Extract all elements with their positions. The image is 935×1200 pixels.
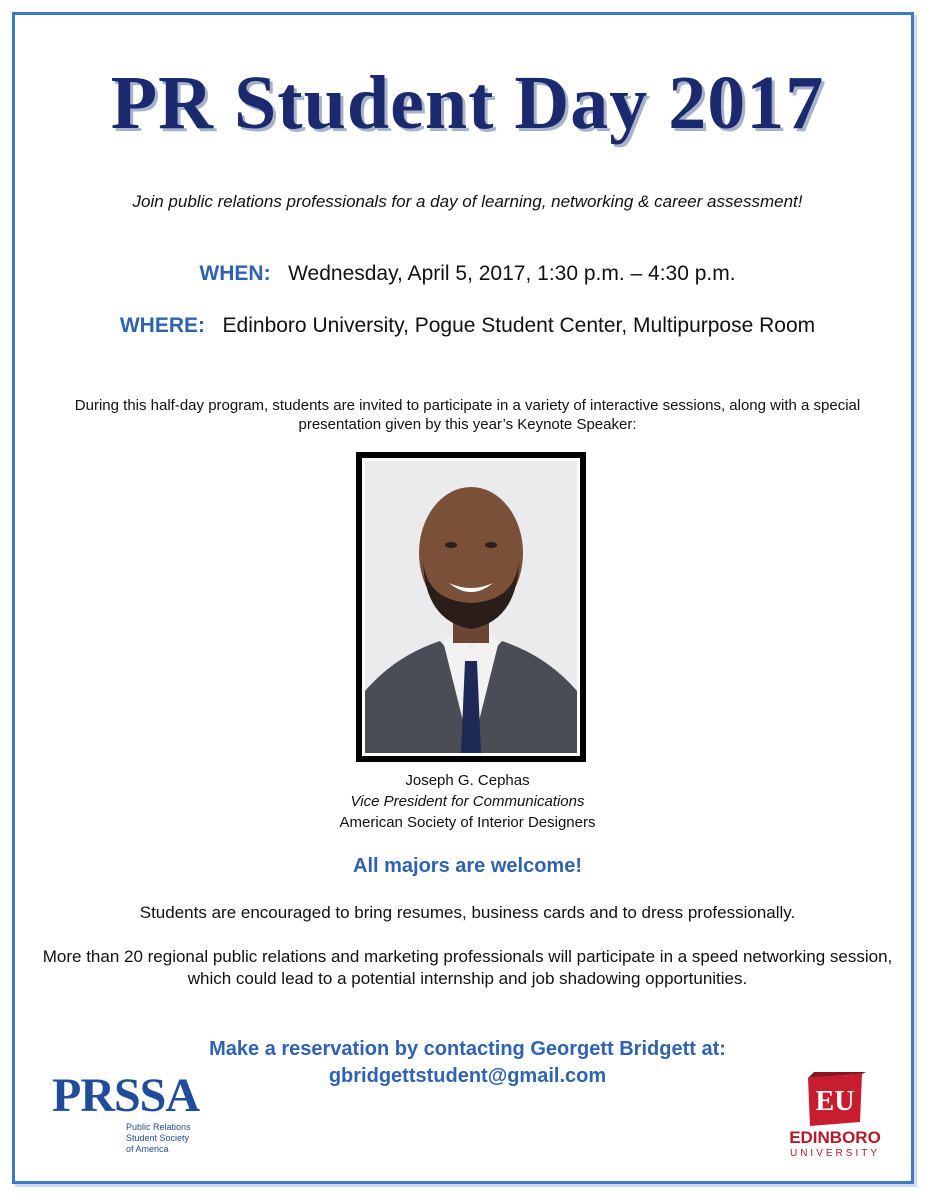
prssa-sub-line: Student Society	[126, 1133, 190, 1143]
speaker-photo-frame	[356, 452, 586, 762]
page-title: PR Student Day 2017	[110, 61, 825, 145]
when-label: WHEN	[199, 262, 264, 285]
prssa-sub-line: of America	[126, 1144, 169, 1154]
prssa-mark: PRSSA	[52, 1069, 200, 1122]
when-colon: :	[263, 262, 271, 285]
where-colon: :	[198, 314, 206, 337]
eu-name: EDINBORO	[789, 1128, 881, 1147]
speaker-portrait-icon	[365, 461, 577, 753]
speaker-name: Joseph G. Cephas	[405, 772, 530, 789]
eu-mark: EU	[815, 1086, 855, 1117]
when-value: Wednesday, April 5, 2017, 1:30 p.m. – 4:30 p.m.	[288, 262, 736, 285]
speaker-caption	[0, 770, 935, 833]
where-line	[0, 314, 935, 338]
welcome-line: All majors are welcome!	[353, 855, 582, 877]
program-intro: During this half-day program, students are invited to participate in a variety of interactive sessions, along with a special presentation given by this year’s Keynote Speaker:	[74, 397, 861, 433]
prssa-logo	[52, 1069, 222, 1168]
edinboro-logo	[780, 1072, 890, 1168]
eu-flag-icon	[780, 1072, 890, 1128]
where-value: Edinboro University, Pogue Student Center, Multipurpose Room	[222, 314, 816, 337]
reservation-text: Make a reservation by contacting Georgett Bridgett at:	[209, 1038, 726, 1060]
bring-items-paragraph: Students are encouraged to bring resumes, business cards and to dress professionally.	[139, 903, 796, 922]
reservation-email[interactable]: gbridgettstudent@gmail.com	[328, 1065, 607, 1087]
eu-university: UNIVERSITY	[789, 1148, 880, 1159]
networking-paragraph: More than 20 regional public relations and marketing professionals will participate in a speed networking session, which could lead to a potential internship and job shadowing opportunities.	[42, 947, 893, 988]
speaker-role: Vice President for Communications	[350, 793, 585, 810]
prssa-sub-line: Public Relations	[126, 1122, 191, 1132]
where-label: WHERE	[119, 314, 199, 337]
speaker-photo	[362, 458, 580, 756]
when-line	[0, 262, 935, 286]
speaker-organization: American Society of Interior Designers	[339, 814, 596, 831]
prssa-subtitle	[126, 1122, 191, 1155]
tagline: Join public relations professionals for a day of learning, networking & career assessment!	[132, 192, 803, 211]
